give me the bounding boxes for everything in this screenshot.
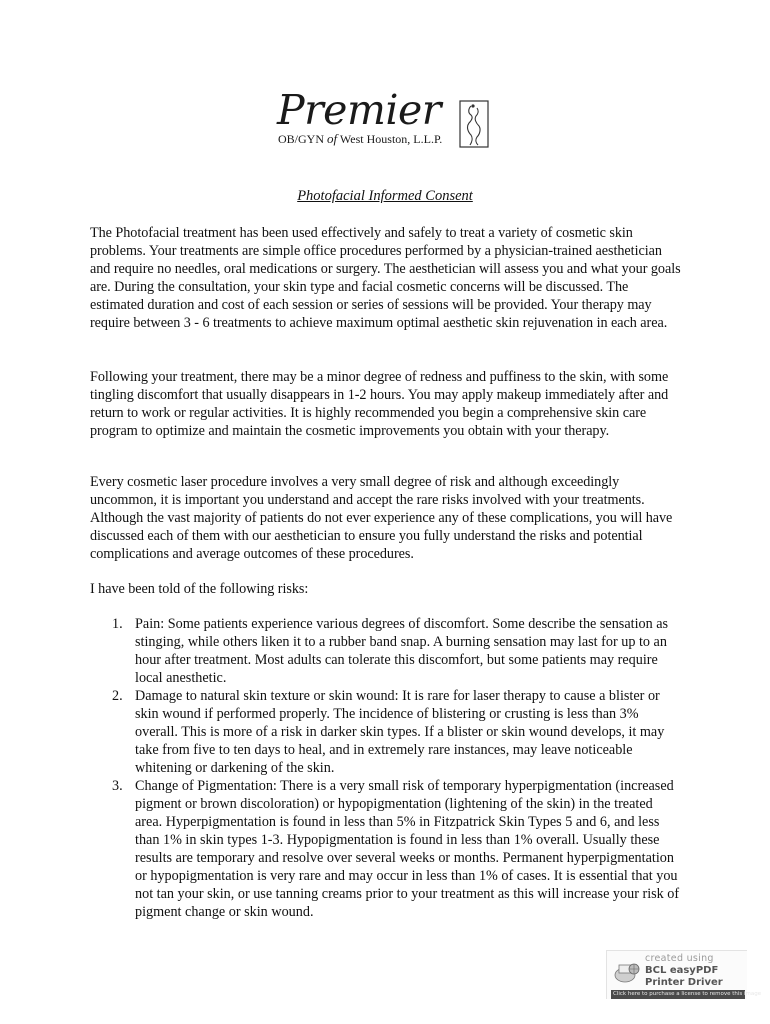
watermark-product-line1: BCL easyPDF — [645, 965, 719, 976]
list-item-number: 1. — [112, 616, 123, 632]
logo-sub-of: of — [327, 131, 338, 146]
watermark-product-line2: Printer Driver — [645, 977, 723, 988]
list-item-text: Pain: Some patients experience various degrees of discomfort. Some describe the sensation as stinging, while others liken it to a rubber band snap. A burning sensation may last for up to an hour after treatment. Most adults can tolerate this discomfort, but some patients may require local anesthetic. — [135, 616, 669, 686]
watermark-created-label: created using — [645, 953, 714, 964]
list-item-text: Damage to natural skin texture or skin wound: It is rare for laser therapy to cause a blister or skin wound if performed properly. The incidence of blistering or crusting is less than 3% overall. This is more of a risk in darker skin types. If a blister or skin wound develops, it may take from five to ten days to heal, and in extremely rare instances, may leave noticeable whitening or darkening of the skin. — [135, 688, 665, 776]
logo-sub-prefix: OB/GYN — [278, 132, 328, 146]
watermark-product-name — [645, 965, 723, 989]
printer-globe-icon — [613, 961, 641, 985]
paragraph-text: Following your treatment, there may be a minor degree of redness and puffiness to the skin, with some tingling discomfort that usually disappears in 1-2 hours. You may apply makeup immediately after and return to work or regular activities. It is highly recommended you begin a comprehensive skin care program to optimize and maintain the cosmetic improvements you obtain with your therapy. — [90, 369, 669, 439]
watermark-purchase-link[interactable]: Click here to purchase a license to remove this image — [613, 991, 762, 997]
list-item-text: Change of Pigmentation: There is a very small risk of temporary hyperpigmentation (increased pigment or brown discoloration) or hypopigmentation (lightening of the skin) in the treated area. Hyperpigmentation is found in less than 5% in Fitzpatrick Skin Types 5 and 6, and less than 1% in skin types 1-3. Hypopigmentation is found in less than 1% overall. Usually these results are temporary and resolve over several weeks or months. Permanent hyperpigmentation or hypopigmentation is very rare and may occur in less than 1% of cases. It is essential that you not tan your skin, or use tanning creams prior to your treatment as this will increase your risk of pigment change or skin wound. — [135, 778, 680, 920]
risk-list — [90, 615, 682, 921]
logo-wordmark: Premier — [277, 86, 441, 134]
aftercare-paragraph — [90, 368, 682, 440]
premier-logo — [277, 88, 497, 150]
risk-list-intro — [90, 580, 682, 598]
risk-overview-paragraph — [90, 473, 682, 563]
list-item-number: 3. — [112, 778, 123, 794]
list-item-number: 2. — [112, 688, 123, 704]
figure-silhouette-icon — [459, 100, 489, 148]
paragraph-text: The Photofacial treatment has been used effectively and safely to treat a variety of cosmetic skin problems. Your treatments are simple office procedures performed by a physician-trained aesthetician and require no needles, oral medications or surgery. The aesthetician will assess you and what your goals are. During the consultation, your skin type and facial cosmetic concerns will be discussed. The estimated duration and cost of each session or series of sessions will be provided. Your therapy may require between 3 - 6 treatments to achieve maximum optimal aesthetic skin rejuvenation in each area. — [90, 225, 681, 331]
easypdf-watermark[interactable] — [606, 950, 762, 999]
list-item — [90, 777, 682, 921]
logo-subtitle — [278, 132, 442, 146]
document-title: Photofacial Informed Consent — [297, 188, 473, 204]
list-item — [90, 687, 682, 777]
paragraph-text: I have been told of the following risks: — [90, 581, 309, 597]
logo-sub-suffix: West Houston, L.L.P. — [337, 132, 443, 146]
paragraph-text: Every cosmetic laser procedure involves a very small degree of risk and although exceedingly uncommon, it is important you understand and accept the rare risks involved with your treatments. Although the vast majority of patients do not ever experience any of these complications, you will have discussed each of them with our aesthetician to ensure you fully understand the risks and potential complications and average outcomes of these procedures. — [90, 474, 673, 562]
intro-paragraph — [90, 224, 682, 332]
list-item — [90, 615, 682, 687]
